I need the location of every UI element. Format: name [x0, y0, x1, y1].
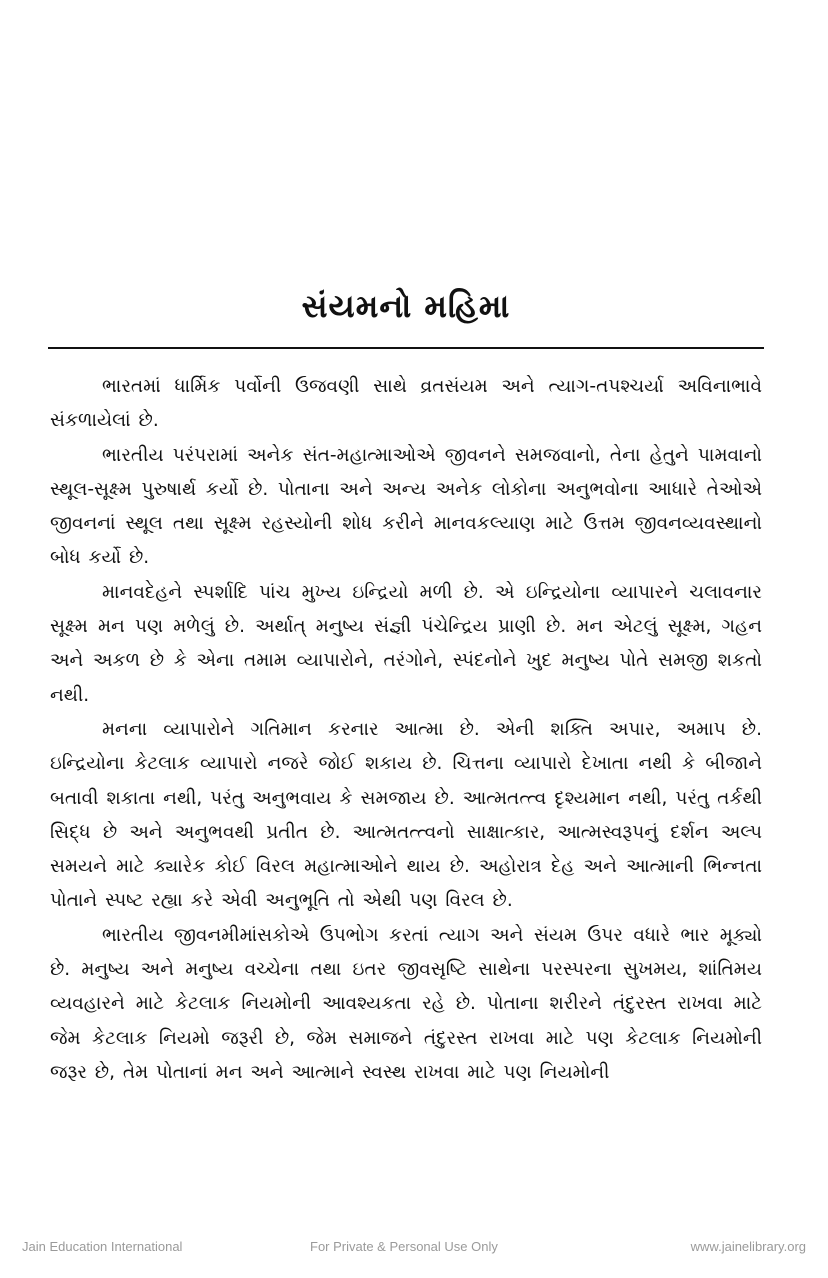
paragraph-5: ભારતીય જીવનમીમાંસકોએ ઉપભોગ કરતાં ત્યાગ અને સંયમ ઉપર વધારે ભાર મૂક્યો છે. મનુષ્ય અને મનુષ્ય વચ્ચેના તથા ઇતર જીવસૃષ્ટિ સાથેના પરસ્પરના સુખમય, શાંતિમય વ્યવહારને માટે કેટલાક નિયમોની આવશ્યકતા રહે છે. પોતાના શરીરને તંદુરસ્ત રાખવા માટે જેમ કેટલાક નિયમો જરૂરી છે, જેમ સમાજને તંદુરસ્ત રાખવા માટે પણ કેટલાક નિયમોની જરૂર છે, તેમ પોતાનાં મન અને આત્માને સ્વસ્થ રાખવા માટે પણ નિયમોની	[50, 924, 762, 1083]
paragraph-4: મનના વ્યાપારોને ગતિમાન કરનાર આત્મા છે. એની શક્તિ અપાર, અમાપ છે. ઇન્દ્રિયોના કેટલાક વ્યાપારો નજરે જોઈ શકાય છે. ચિત્તના વ્યાપારો દેખાતા નથી કે બીજાને બતાવી શકાતા નથી, પરંતુ અનુભવાય કે સમજાય છે. આત્મતત્ત્વ દૃશ્યમાન નથી, પરંતુ તર્કથી સિદ્ધ છે અને અનુભવથી પ્રતીત છે. આત્મતત્ત્વનો સાક્ષાત્કાર, આત્મસ્વરૂપનું દર્શન અલ્પ સમયને માટે ક્યારેક કોઈ વિરલ મહાત્માઓને થાય છે. અહોરાત્ર દેહ અને આત્માની ભિન્નતા પોતાને સ્પષ્ટ રહ્યા કરે એવી અનુભૂતિ તો એથી પણ વિરલ છે.	[50, 718, 762, 912]
paragraph-3: માનવદેહને સ્પર્શાદિ પાંચ મુખ્ય ઇન્દ્રિયો મળી છે. એ ઇન્દ્રિયોના વ્યાપારને ચલાવનાર સૂક્ષ્મ મન પણ મળેલું છે. અર્થાત્ મનુષ્ય સંજ્ઞી પંચેન્દ્રિય પ્રાણી છે. મન એટલું સૂક્ષ્મ, ગહન અને અકળ છે કે એના તમામ વ્યાપારોને, તરંગોને, સ્પંદનોને ખુદ મનુષ્ય પોતે સમજી શકતો નથી.	[50, 581, 762, 706]
footer-publisher: Jain Education International	[22, 1239, 183, 1254]
footer-usage-note: For Private & Personal Use Only	[310, 1239, 498, 1254]
footer	[0, 1237, 828, 1259]
title-divider	[48, 347, 764, 349]
paragraph-1: ભારતમાં ધાર્મિક પર્વોની ઉજવણી સાથે વ્રતસંયમ અને ત્યાગ-તપશ્ચર્યા અવિનાભાવે સંકળાયેલાં છે.	[50, 376, 762, 432]
paragraph-2: ભારતીય પરંપરામાં અનેક સંત-મહાત્માઓએ જીવનને સમજવાનો, તેના હેતુને પામવાનો સ્થૂલ-સૂક્ષ્મ પુરુષાર્થ કર્યો છે. પોતાના અને અન્ય અનેક લોકોના અનુભવોના આધારે તેઓએ જીવનનાં સ્થૂલ તથા સૂક્ષ્મ રહસ્યોની શોધ કરીને માનવકલ્યાણ માટે ઉત્તમ જીવનવ્યવસ્થાનો બોધ કર્યો છે.	[50, 444, 762, 569]
page-title: સંયમનો મહિમા	[301, 287, 511, 325]
body-text	[50, 370, 762, 1090]
footer-website-link[interactable]: www.jainelibrary.org	[690, 1239, 806, 1254]
